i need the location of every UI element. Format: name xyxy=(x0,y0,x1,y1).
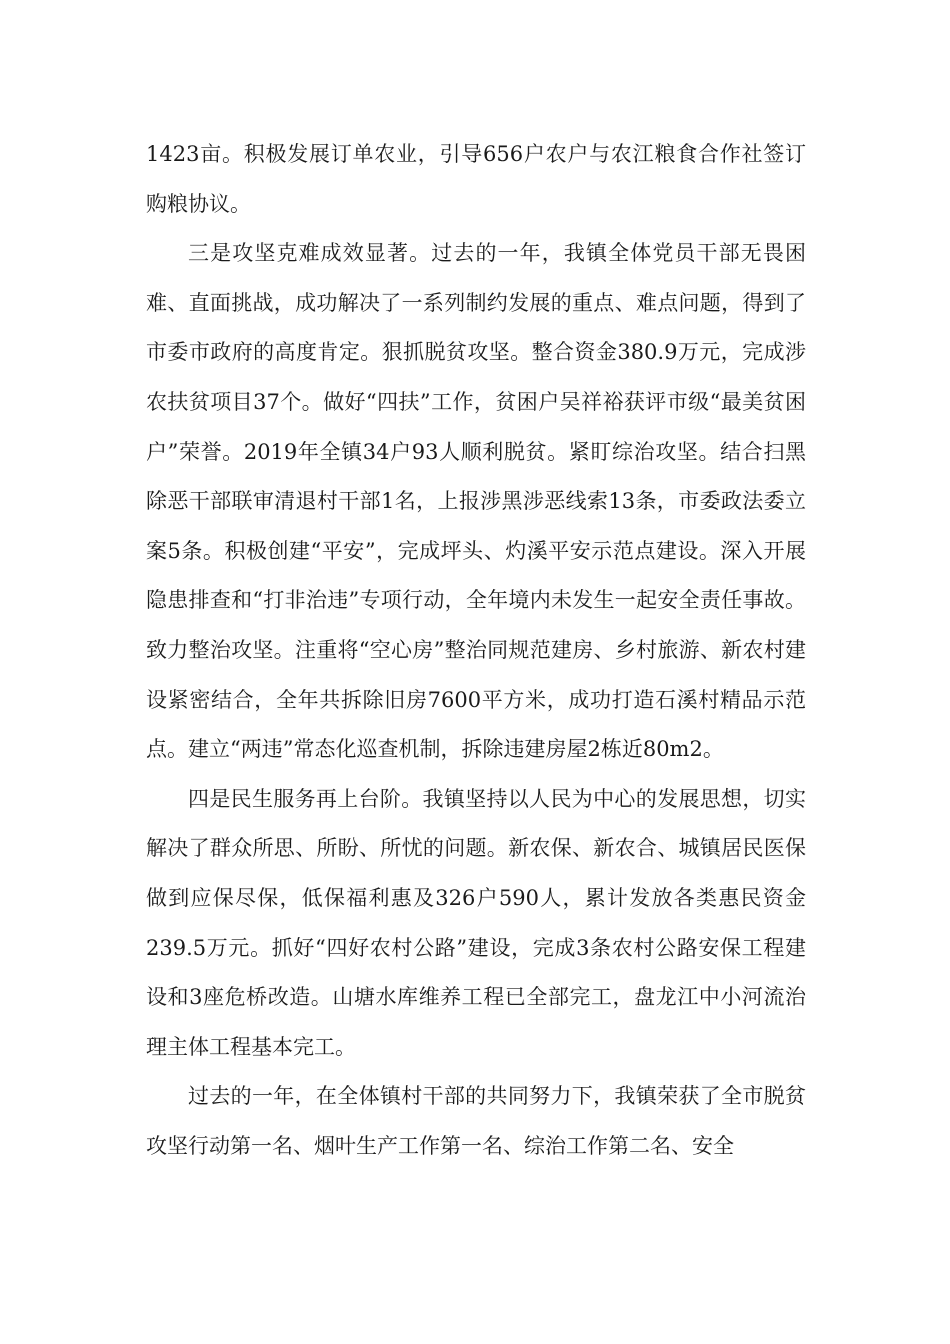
document-body xyxy=(146,130,806,1171)
paragraph-point-four: 四是民生服务再上台阶。我镇坚持以人民为中心的发展思想，切实解决了群众所思、所盼、所忧的问题。新农保、新农合、城镇居民医保做到应保尽保，低保福利惠及326户590人，累计发放各类惠民资金239.5万元。抓好“四好农村公路”建设，完成3条农村公路安保工程建设和3座危桥改造。山塘水库维养工程已全部完工，盘龙江中小河流治理主体工程基本完工。 xyxy=(146,786,806,1059)
paragraph-point-three: 三是攻坚克难成效显著。过去的一年，我镇全体党员干部无畏困难、直面挑战，成功解决了一系列制约发展的重点、难点问题，得到了市委市政府的高度肯定。狠抓脱贫攻坚。整合资金380.9万元，完成涉农扶贫项目37个。做好“四扶”工作，贫困户吴祥裕获评市级“最美贫困户”荣誉。2019年全镇34户93人顺利脱贫。紧盯综治攻坚。结合扫黑除恶干部联审清退村干部1名，上报涉黑涉恶线索13条，市委政法委立案5条。积极创建“平安”，完成坪头、灼溪平安示范点建设。深入开展隐患排查和“打非治违”专项行动，全年境内未发生一起安全责任事故。致力整治攻坚。注重将“空心房”整治同规范建房、乡村旅游、新农村建设紧密结合，全年共拆除旧房7600平方米，成功打造石溪村精品示范点。建立“两违”常态化巡查机制，拆除违建房屋2栋近80m2。 xyxy=(146,241,806,762)
paragraph-summary: 过去的一年，在全体镇村干部的共同努力下，我镇荣获了全市脱贫攻坚行动第一名、烟叶生产工作第一名、综治工作第二名、安全 xyxy=(146,1084,806,1158)
paragraph-continuation: 1423亩。积极发展订单农业，引导656户农户与农江粮食合作社签订购粮协议。 xyxy=(146,142,806,216)
